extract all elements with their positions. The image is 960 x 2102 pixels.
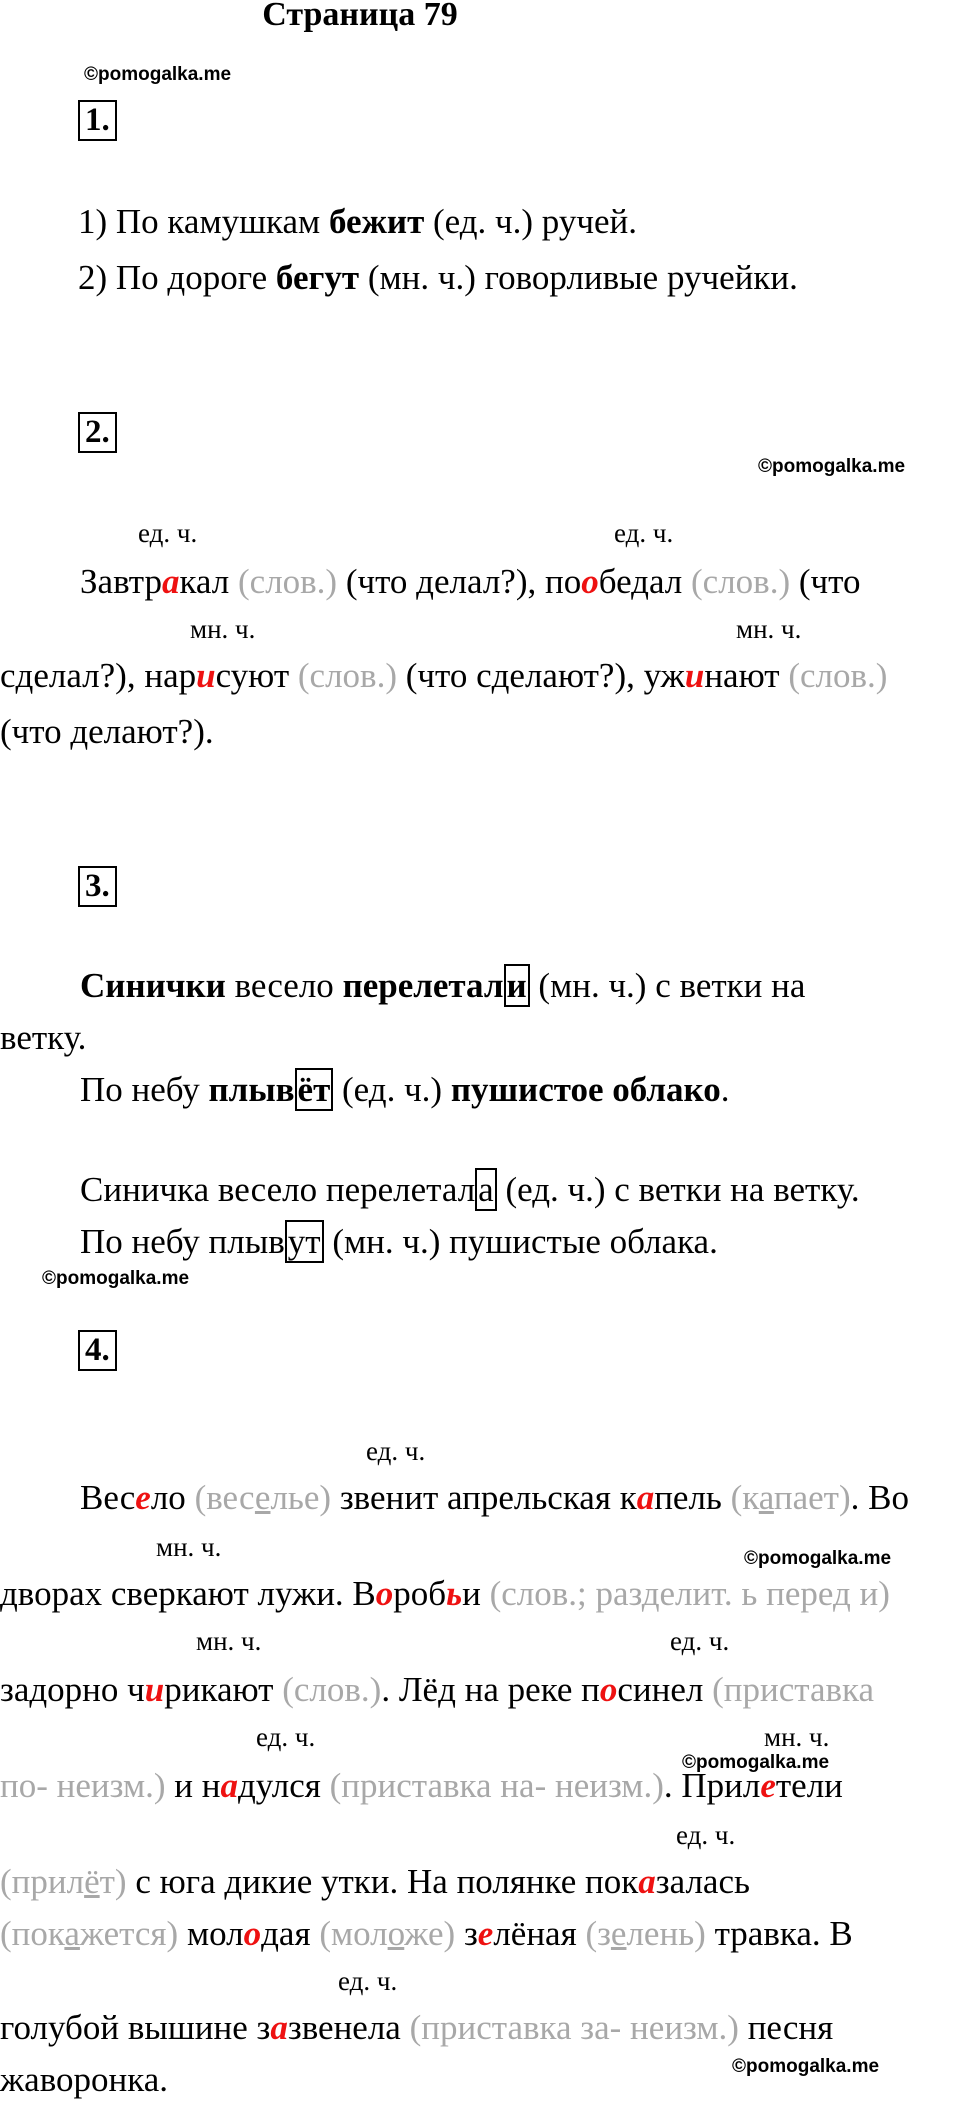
number-note: ед. ч. — [338, 1966, 398, 1996]
task4-line-8: жаворонка. — [0, 2060, 168, 2099]
task-number-3: 3. — [78, 866, 117, 907]
page-title: Страница 79 — [262, 0, 458, 33]
task1-line-1: 1) По камушкам бежит (ед. ч.) ручей. — [78, 202, 637, 241]
task4-line-6: (покажется) молодая (моложе) зелёная (зелень) травка. В — [0, 1914, 853, 1953]
task3-line-2: ветку. — [0, 1018, 87, 1057]
task3-line-4: Синичка весело перелетала (ед. ч.) с ветки на ветку. — [80, 1170, 860, 1209]
number-note: ед. ч. — [614, 518, 674, 548]
task2-line-2: сделал?), нарисуют (слов.) (что сделают?), ужинают (слов.) — [0, 656, 888, 695]
watermark: ©pomogalka.me — [732, 2056, 880, 2077]
number-note: ед. ч. — [138, 518, 198, 548]
task-number-2: 2. — [78, 412, 117, 453]
task4-line-2: дворах сверкают лужи. Воробьи (слов.; разделит. ь перед и) — [0, 1574, 890, 1613]
watermark: ©pomogalka.me — [682, 1752, 830, 1773]
number-note: ед. ч. — [670, 1626, 730, 1656]
task4-line-7: голубой вышине зазвенела (приставка за- неизм.) песня — [0, 2008, 834, 2047]
task4-line-3: задорно чирикают (слов.). Лёд на реке посинел (приставка — [0, 1670, 875, 1709]
number-note: мн. ч. — [190, 614, 256, 644]
watermark: ©pomogalka.me — [744, 1548, 892, 1569]
task4-line-1: Весело (веселье) звенит апрельская капель (капает). Во — [80, 1478, 909, 1517]
task4-line-5: (прилёт) с юга дикие утки. На полянке показалась — [0, 1862, 750, 1901]
number-note: мн. ч. — [196, 1626, 262, 1656]
number-note: мн. ч. — [736, 614, 802, 644]
watermark: ©pomogalka.me — [42, 1268, 190, 1289]
task1-line-2: 2) По дороге бегут (мн. ч.) говорливые ручейки. — [78, 258, 798, 297]
task4-line-4: по- неизм.) и надулся (приставка на- неизм.). Прилетели — [0, 1766, 843, 1805]
task3-line-1: Синички весело перелетали (мн. ч.) с ветки на — [80, 966, 806, 1005]
task-number-4: 4. — [78, 1330, 117, 1371]
task2-line-1: Завтракал (слов.) (что делал?), пообедал (слов.) (что — [80, 562, 861, 601]
task3-line-3: По небу плывёт (ед. ч.) пушистое облако. — [80, 1070, 730, 1109]
number-note: мн. ч. — [764, 1722, 830, 1752]
task3-line-5: По небу плывут (мн. ч.) пушистые облака. — [80, 1222, 718, 1261]
task2-line-3: (что делают?). — [0, 712, 214, 751]
number-note: мн. ч. — [156, 1532, 222, 1562]
number-note: ед. ч. — [676, 1820, 736, 1850]
watermark: ©pomogalka.me — [758, 456, 906, 477]
watermark: ©pomogalka.me — [84, 64, 232, 85]
number-note: ед. ч. — [256, 1722, 316, 1752]
number-note: ед. ч. — [366, 1436, 426, 1466]
task-number-1: 1. — [78, 100, 117, 141]
